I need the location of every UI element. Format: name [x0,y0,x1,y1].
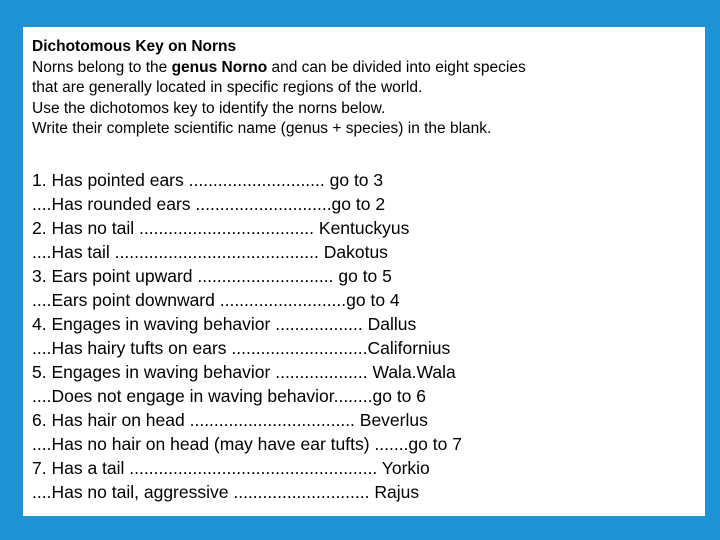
key-line: ....Has no hair on head (may have ear tufts) .......go to 7 [32,433,462,454]
key-line: 7. Has a tail ................................................... Yorkio [32,457,430,478]
intro-line-4: Write their complete scientific name (genus + species) in the blank. [32,120,492,137]
key-line: 2. Has no tail .................................... Kentuckyus [32,217,410,238]
key-line: 6. Has hair on head .................................. Beverlus [32,409,428,430]
key-line: 4. Engages in waving behavior .................. Dallus [32,313,417,334]
intro-line-1 [32,58,705,79]
slide-content [23,27,705,516]
key-line: ....Ears point downward ..........................go to 4 [32,289,400,310]
intro-line-1-start: Norns belong to the [32,58,172,76]
key-line: ....Has hairy tufts on ears ............................Californius [32,337,451,358]
intro-line-3: Use the dichotomos key to identify the norns below. [32,99,386,117]
dichotomous-key [32,168,705,504]
intro-line-1-end: and can be divided into eight species [267,58,526,76]
intro-line-2: that are generally located in specific regions of the world. [32,79,423,96]
intro-block [32,37,705,140]
key-line: ....Does not engage in waving behavior........go to 6 [32,385,427,406]
genus-name: genus Norno [171,58,268,76]
key-line: 3. Ears point upward ............................ go to 5 [32,265,392,286]
key-line: 5. Engages in waving behavior ................... Wala.Wala [32,361,456,382]
key-line: ....Has no tail, aggressive ............................ Rajus [32,481,420,502]
key-line: ....Has rounded ears ............................go to 2 [32,193,386,214]
key-line: ....Has tail .......................................... Dakotus [32,241,388,262]
key-line: 1. Has pointed ears ............................ go to 3 [32,169,384,190]
document-title: Dichotomous Key on Norns [32,38,237,55]
